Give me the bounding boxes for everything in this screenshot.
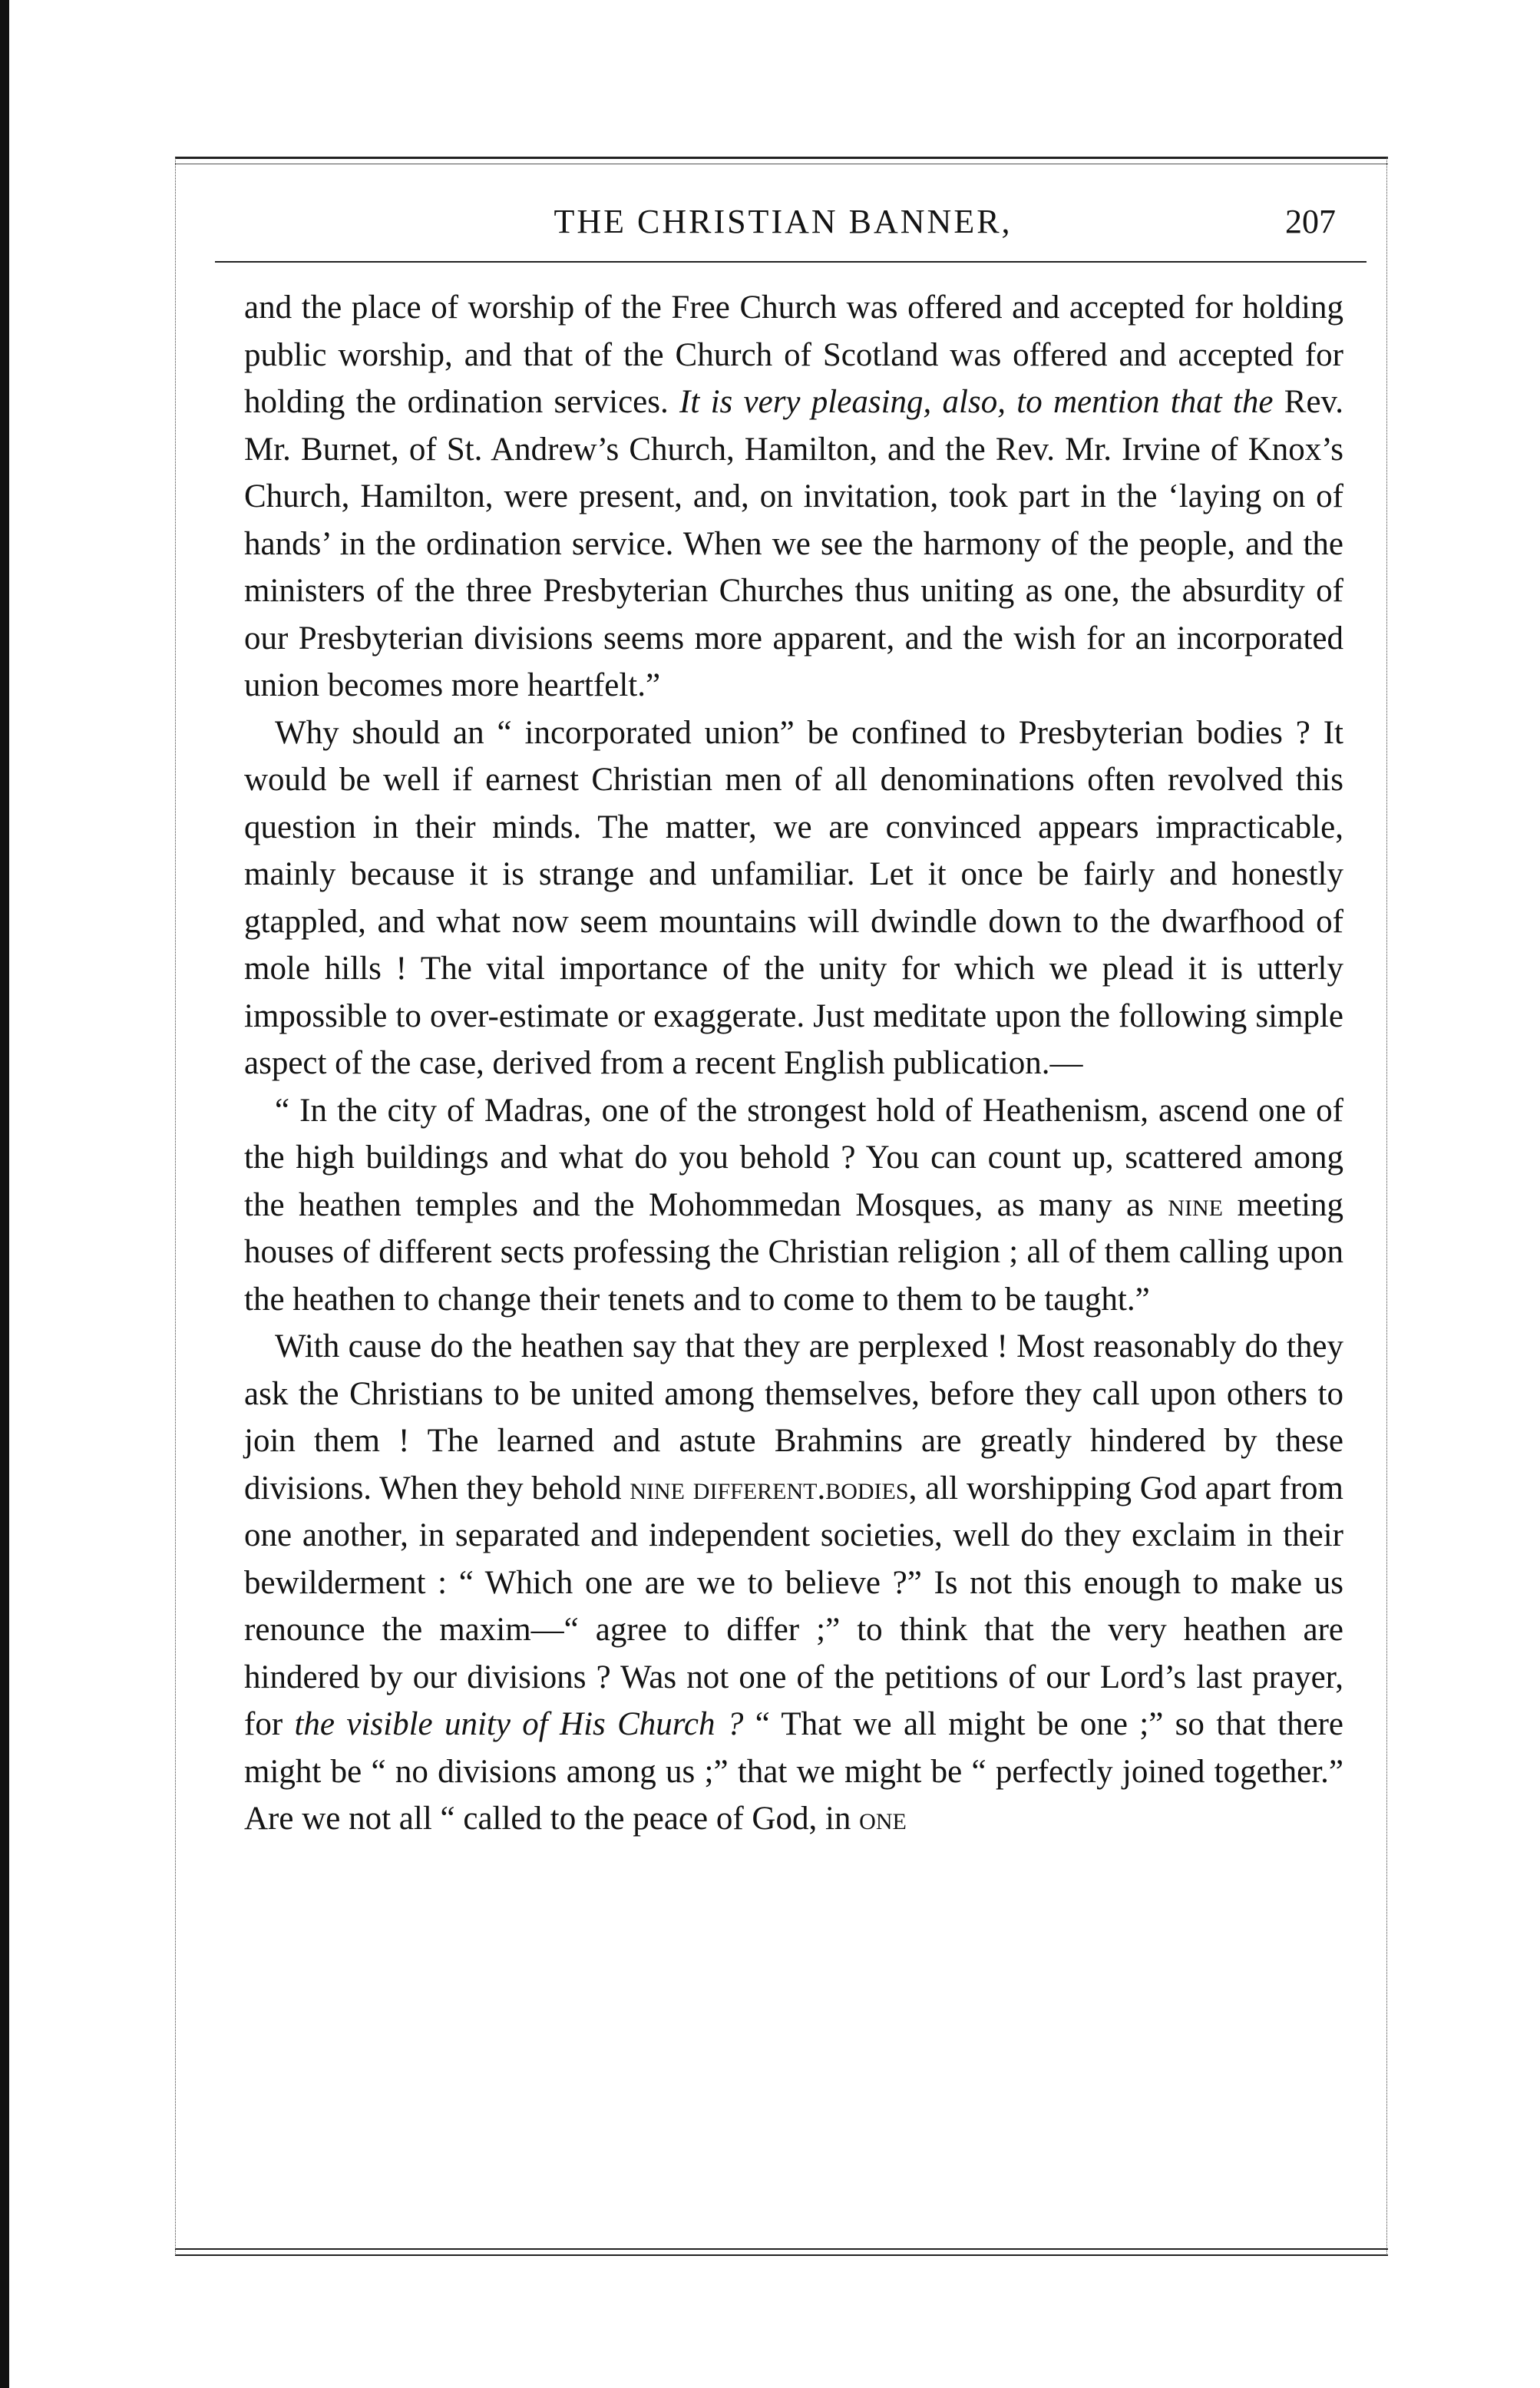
binding-edge [0, 0, 9, 2388]
paragraph-1-text-a: and the place of worship of the Free Church was offered and accepted for holding public worship, and that of the Church of Scotland was offered and accepted for holding the ordination services. [244, 289, 1343, 420]
paragraph-3-text-a: “ In the city of Madras, one of the strongest hold of Heathenism, ascend one of the high buildings and what do you behold ? You can count up, scattered among the heathen temples and the Mohommedan Mosques, as many as [244, 1092, 1343, 1223]
paragraph-4 [244, 1323, 1343, 1843]
page-number: 207 [1285, 203, 1336, 240]
paragraph-4-text-a: With cause do the heathen say that they are perplexed ! Most reasonably do they ask the Christians to be united among themselves, before they call upon others to join them ! The learned and astute Brahmins are greatly hindered by these divisions. When they behold [244, 1328, 1343, 1507]
page-frame-top [175, 157, 1388, 164]
paragraph-1-italic: It is very pleasing, also, to mention that the [679, 384, 1274, 420]
paragraph-1 [244, 284, 1343, 709]
paragraph-4-smallcaps-end: one [859, 1801, 907, 1837]
paragraph-3-smallcaps: nine [1168, 1186, 1224, 1223]
paragraph-4-text-c: , all worshipping God apart from one another, in separated and independent societies, well do they exclaim in their bewilderment : “ Which one are we to believe ?” Is not this enough to make us renounce the maxim—“ agree to differ ;” to think that the very heathen are hindered by our divisions ? Was not one of the petitions of our Lord’s last prayer, for [244, 1470, 1343, 1742]
article-body [244, 284, 1343, 1843]
paragraph-4-italic: the visible unity of His Church ? [294, 1706, 744, 1742]
paragraph-3-text-c: meeting houses of different sects professing the Christian religion ; all of them calling upon the heathen to change their tenets and to come to them to be taught.” [244, 1186, 1344, 1318]
page-frame-bottom [175, 2248, 1388, 2256]
page-header [215, 196, 1351, 257]
paragraph-4-smallcaps: nine different.bodies [630, 1470, 909, 1507]
paragraph-1-text-c: Rev. Mr. Burnet, of St. Andrew’s Church, Hamilton, and the Rev. Mr. Irvine of Knox’s Church, Hamilton, were present, and, on invitation, took part in the ‘laying on of hands’ in the ordination service. When we see the harmony of the people, and the ministers of the three Presbyterian Churches thus uniting as one, the absurdity of our Presbyterian divisions seems more apparent, and the wish for an incorporated union becomes more heartfelt.” [244, 384, 1343, 703]
header-rule [215, 261, 1367, 263]
paragraph-2-text: Why should an “ incorporated union” be confined to Presbyterian bodies ? It would be well if earnest Christian men of all denominations often revolved this question in their minds. The matter, we are convinced appears impracticable, mainly because it is strange and unfamiliar. Let it once be fairly and honestly gtappled, and what now seem mountains will dwindle down to the dwarfhood of mole hills ! The vital importance of the unity for which we plead it is utterly impossible to over-estimate or exaggerate. Just meditate upon the following simple aspect of the case, derived from a recent English publication.— [244, 714, 1343, 1081]
running-head: THE CHRISTIAN BANNER, [554, 203, 1013, 240]
page-frame-right [1383, 157, 1387, 2254]
page-frame-left [175, 157, 179, 2254]
paragraph-3 [244, 1087, 1343, 1324]
paragraph-2 [244, 709, 1343, 1087]
paragraph-4-text-e: “ That we all might be one ;” so that there might be “ no divisions among us ;” that we might be “ perfectly joined together.” Are we not all “ called to the peace of God, in [244, 1706, 1344, 1837]
